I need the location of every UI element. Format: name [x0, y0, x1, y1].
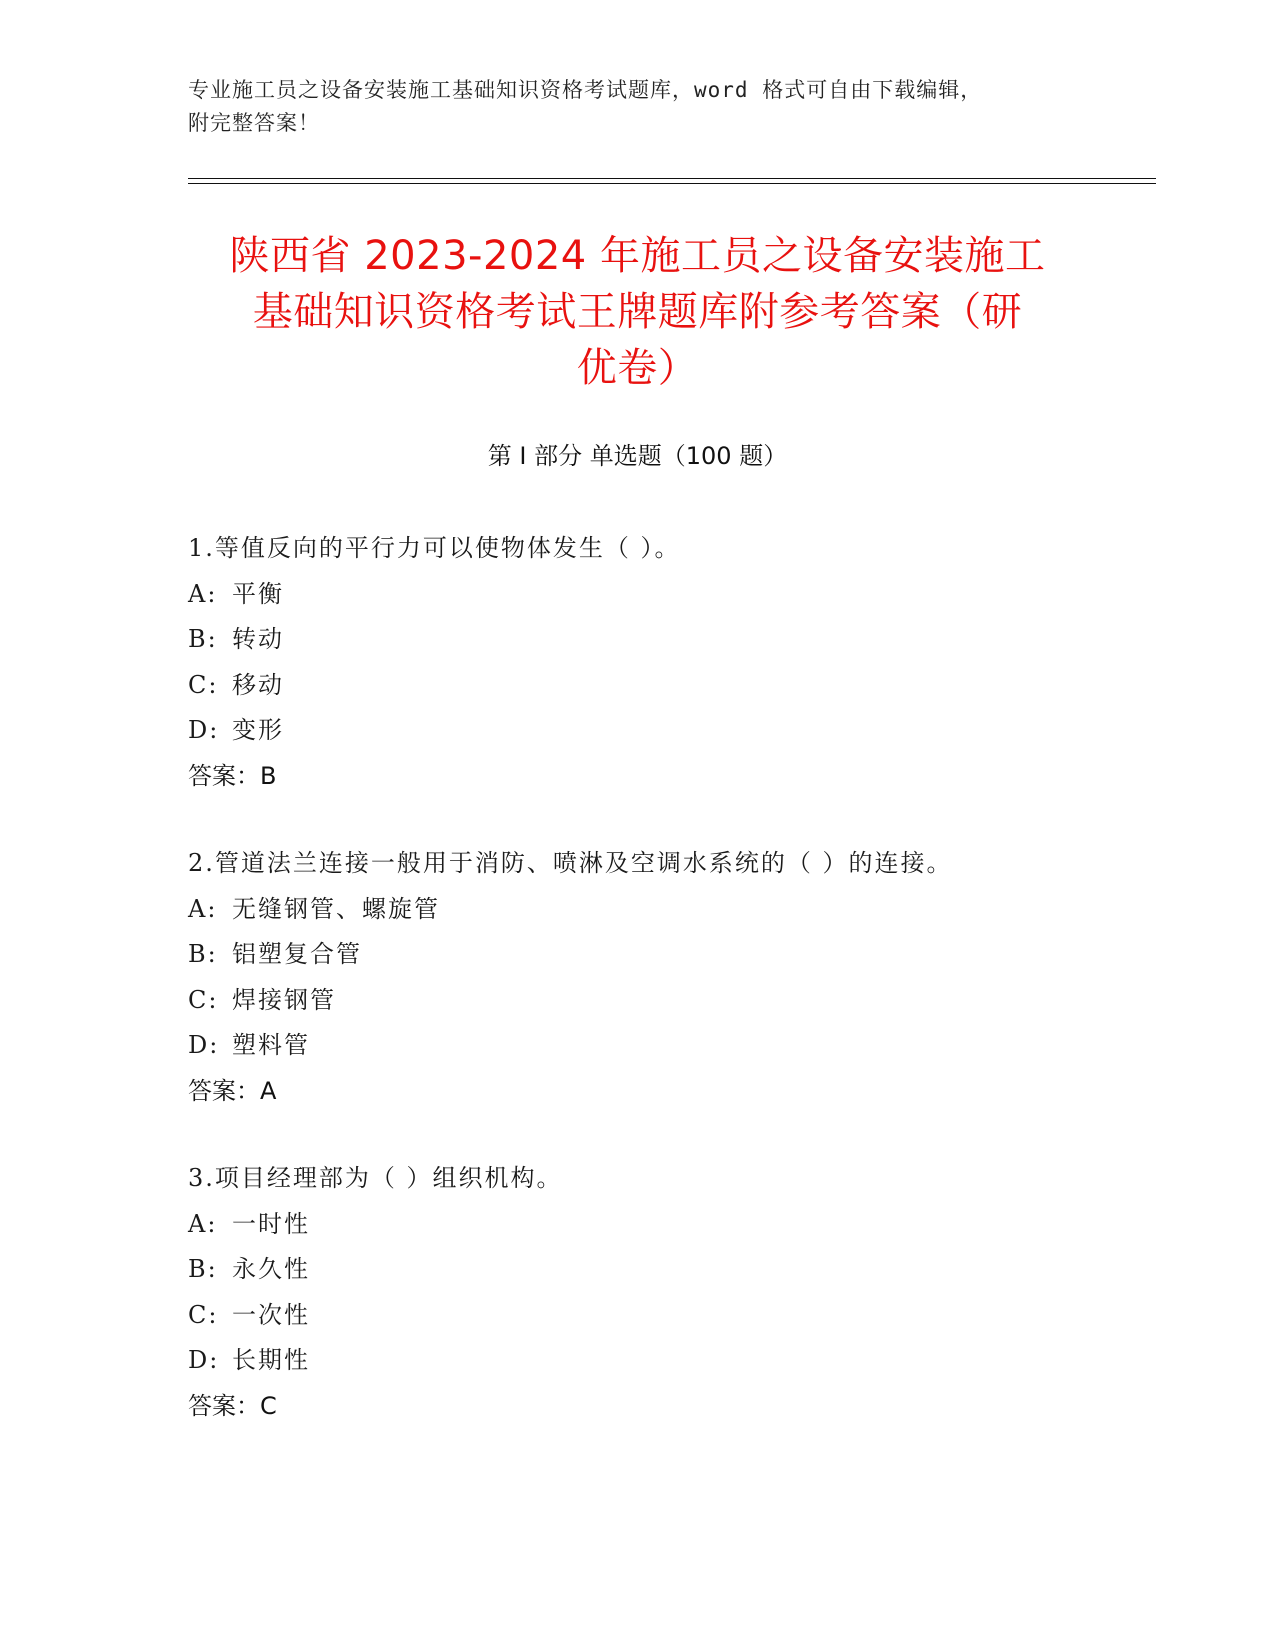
option-c	[188, 978, 1148, 1024]
option-d	[188, 1023, 1148, 1069]
document-title-line3: 优卷）	[576, 345, 699, 391]
question-list	[188, 526, 1148, 1471]
header-note-line2: 附完整答案！	[188, 111, 320, 135]
answer-value: A	[260, 1076, 277, 1105]
header-note	[188, 74, 1088, 140]
document-title	[150, 228, 1125, 396]
question-1	[188, 526, 1148, 799]
answer-label: 答案：	[188, 761, 260, 790]
option-letter: D:	[188, 1346, 220, 1374]
question-2	[188, 841, 1148, 1114]
option-letter: B:	[188, 940, 218, 968]
option-d	[188, 1338, 1148, 1384]
header-note-line1: 专业施工员之设备安装施工基础知识资格考试题库，word 格式可自由下载编辑，	[188, 78, 983, 102]
option-text: 铝塑复合管	[232, 940, 362, 968]
option-c	[188, 663, 1148, 709]
question-stem: 3.项目经理部为（ ）组织机构。	[188, 1164, 563, 1192]
answer	[188, 1069, 1148, 1115]
option-letter: A:	[188, 894, 218, 923]
answer	[188, 1384, 1148, 1430]
header-divider-top	[188, 178, 1156, 179]
option-text: 塑料管	[232, 1031, 310, 1059]
option-c	[188, 1293, 1148, 1339]
option-d	[188, 708, 1148, 754]
answer-label: 答案：	[188, 1391, 260, 1420]
option-a	[188, 572, 1148, 618]
option-a	[188, 887, 1148, 933]
option-text: 无缝钢管、螺旋管	[232, 894, 440, 923]
answer-label: 答案：	[188, 1076, 260, 1105]
option-text: 焊接钢管	[232, 985, 336, 1014]
option-letter: A:	[188, 1209, 218, 1238]
option-letter: A:	[188, 579, 218, 608]
option-letter: C:	[188, 670, 219, 699]
option-text: 转动	[232, 625, 284, 653]
option-text: 变形	[232, 716, 284, 744]
answer	[188, 754, 1148, 800]
question-stem: 1.等值反向的平行力可以使物体发生（ ）。	[188, 534, 681, 562]
option-letter: D:	[188, 1031, 220, 1059]
option-letter: C:	[188, 1300, 219, 1329]
question-3	[188, 1156, 1148, 1429]
option-text: 一时性	[232, 1209, 310, 1238]
option-letter: C:	[188, 985, 219, 1014]
option-a	[188, 1202, 1148, 1248]
option-b	[188, 1247, 1148, 1293]
option-text: 平衡	[232, 579, 284, 608]
option-text: 移动	[232, 670, 284, 699]
answer-value: C	[260, 1391, 277, 1420]
header-divider-bottom	[188, 183, 1156, 184]
option-b	[188, 617, 1148, 663]
document-title-line1: 陕西省 2023-2024 年施工员之设备安装施工	[229, 233, 1046, 279]
option-letter: B:	[188, 1255, 218, 1283]
section-heading: 第 I 部分 单选题（100 题）	[487, 442, 788, 470]
option-b	[188, 932, 1148, 978]
answer-value: B	[260, 761, 277, 790]
option-letter: B:	[188, 625, 218, 653]
document-title-line2: 基础知识资格考试王牌题库附参考答案（研	[252, 289, 1023, 335]
option-text: 长期性	[232, 1346, 310, 1374]
option-letter: D:	[188, 716, 220, 744]
option-text: 一次性	[232, 1300, 310, 1329]
question-stem: 2.管道法兰连接一般用于消防、喷淋及空调水系统的（ ）的连接。	[188, 849, 953, 877]
option-text: 永久性	[232, 1255, 310, 1283]
